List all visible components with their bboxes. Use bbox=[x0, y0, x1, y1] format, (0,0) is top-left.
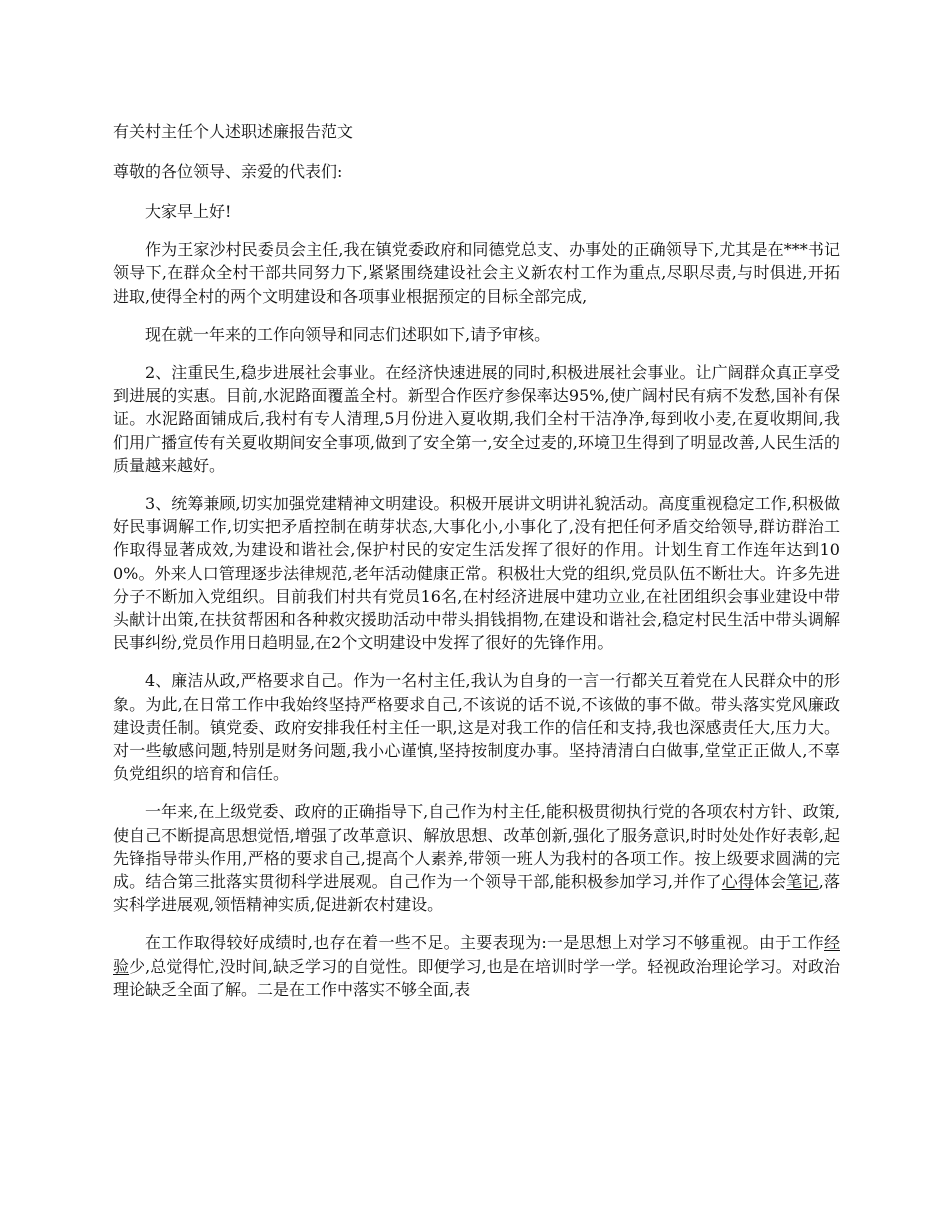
document-page bbox=[113, 120, 840, 1016]
shortcomings-text-start: 在工作取得较好成绩时,也存在着一些不足。主要表现为:一是思想上对学习不够重视。由于工作 bbox=[145, 933, 824, 953]
shortcomings-text-end: 少,总觉得忙,没时间,缺乏学习的自觉性。即便学习,也是在培训时学一学。轻视政治理论学习。对政治理论缺乏全面了解。二是在工作中落实不够全面,表 bbox=[113, 956, 840, 999]
intro-paragraph: 作为王家沙村民委员会主任,我在镇党委政府和同德党总支、办事处的正确领导下,尤其是在***书记领导下,在群众全村干部共同努力下,紧紧围绕建设社会主义新农村工作为重点,尽职尽责,与时俱进,开拓进取,使得全村的两个文明建设和各项事业根据预定的目标全部完成, bbox=[113, 240, 840, 306]
summary-paragraph bbox=[113, 800, 840, 916]
biji-link[interactable]: 笔记 bbox=[786, 872, 819, 892]
summary-text-mid: 体会 bbox=[754, 872, 787, 892]
section-4-paragraph: 4、廉洁从政,严格要求自己。作为一名村主任,我认为自身的一言一行都关互着党在人民群众中的形象。为此,在日常工作中我始终坚持严格要求自己,不该说的话不说,不该做的事不做。带头落实党风廉政建设责任制。镇党委、政府安排我任村主任一职,这是对我工作的信任和支持,我也深感责任大,压力大。对一些敏感问题,特别是财务问题,我小心谨慎,坚持按制度办事。坚持清清白白做事,堂堂正正做人,不辜负党组织的培育和信任。 bbox=[113, 671, 840, 784]
summary-text-end: ,落实科学进展观,领悟精神实质,促进新农村建设。 bbox=[113, 872, 840, 915]
report-intro-paragraph: 现在就一年来的工作向领导和同志们述职如下,请予审核。 bbox=[145, 324, 551, 344]
salutation: 尊敬的各位领导、亲爱的代表们: bbox=[113, 162, 343, 181]
section-3-paragraph: 3、统筹兼顾,切实加强党建精神文明建设。积极开展讲文明讲礼貌活动。高度重视稳定工作,积极做好民事调解工作,切实把矛盾控制在萌芽状态,大事化小,小事化了,没有把任何矛盾交给领导,群访群治工作取得显著成效,为建设和谐社会,保护村民的安定生活发挥了很好的作用。计划生育工作连年达到100%。外来人口管理逐步法律规范,老年活动健康正常。积极壮大党的组织,党员队伍不断壮大。许多先进分子不断加入党组织。目前我们村共有党员16名,在村经济进展中建功立业,在社团组织会事业建设中带头献计出策,在扶贫帮困和各种救灾援助活动中带头捐钱捐物,在建设和谐社会,稳定村民生活中带头调解民事纠纷,党员作用日趋明显,在2个文明建设中发挥了很好的先锋作用。 bbox=[113, 494, 840, 653]
shortcomings-paragraph bbox=[113, 931, 840, 1001]
section-2-paragraph: 2、注重民生,稳步进展社会事业。在经济快速进展的同时,积极进展社会事业。让广阔群众真正享受到进展的实惠。目前,水泥路面覆盖全村。新型合作医疗参保率达95%,使广阔村民有病不发愁,国补有保证。水泥路面铺成后,我村有专人清理,5月份进入夏收期,我们全村干洁净净,每到收小麦,在夏收期间,我们用广播宣传有关夏收期间安全事项,做到了安全第一,安全过麦的,环境卫生得到了明显改善,人民生活的质量越来越好。 bbox=[113, 363, 840, 475]
xinde-link[interactable]: 心得 bbox=[721, 872, 755, 892]
greeting-paragraph: 大家早上好! bbox=[145, 202, 232, 221]
jingyan-link[interactable]: 经验 bbox=[113, 933, 840, 976]
summary-text-start: 一年来,在上级党委、政府的正确指导下,自己作为村主任,能积极贯彻执行党的各项农村方针、政策,使自己不断提高思想觉悟,增强了改革意识、解放思想、改革创新,强化了服务意识,时时处处作好表彰,起先锋指导带头作用,严格的要求自己,提高个人素养,带领一班人为我村的各项工作。按上级要求圆满的完成。结合第三批落实贯彻科学进展观。自己作为一个领导干部,能积极参加学习,并作了 bbox=[113, 802, 840, 892]
document-title: 有关村主任个人述职述廉报告范文 bbox=[113, 122, 354, 141]
